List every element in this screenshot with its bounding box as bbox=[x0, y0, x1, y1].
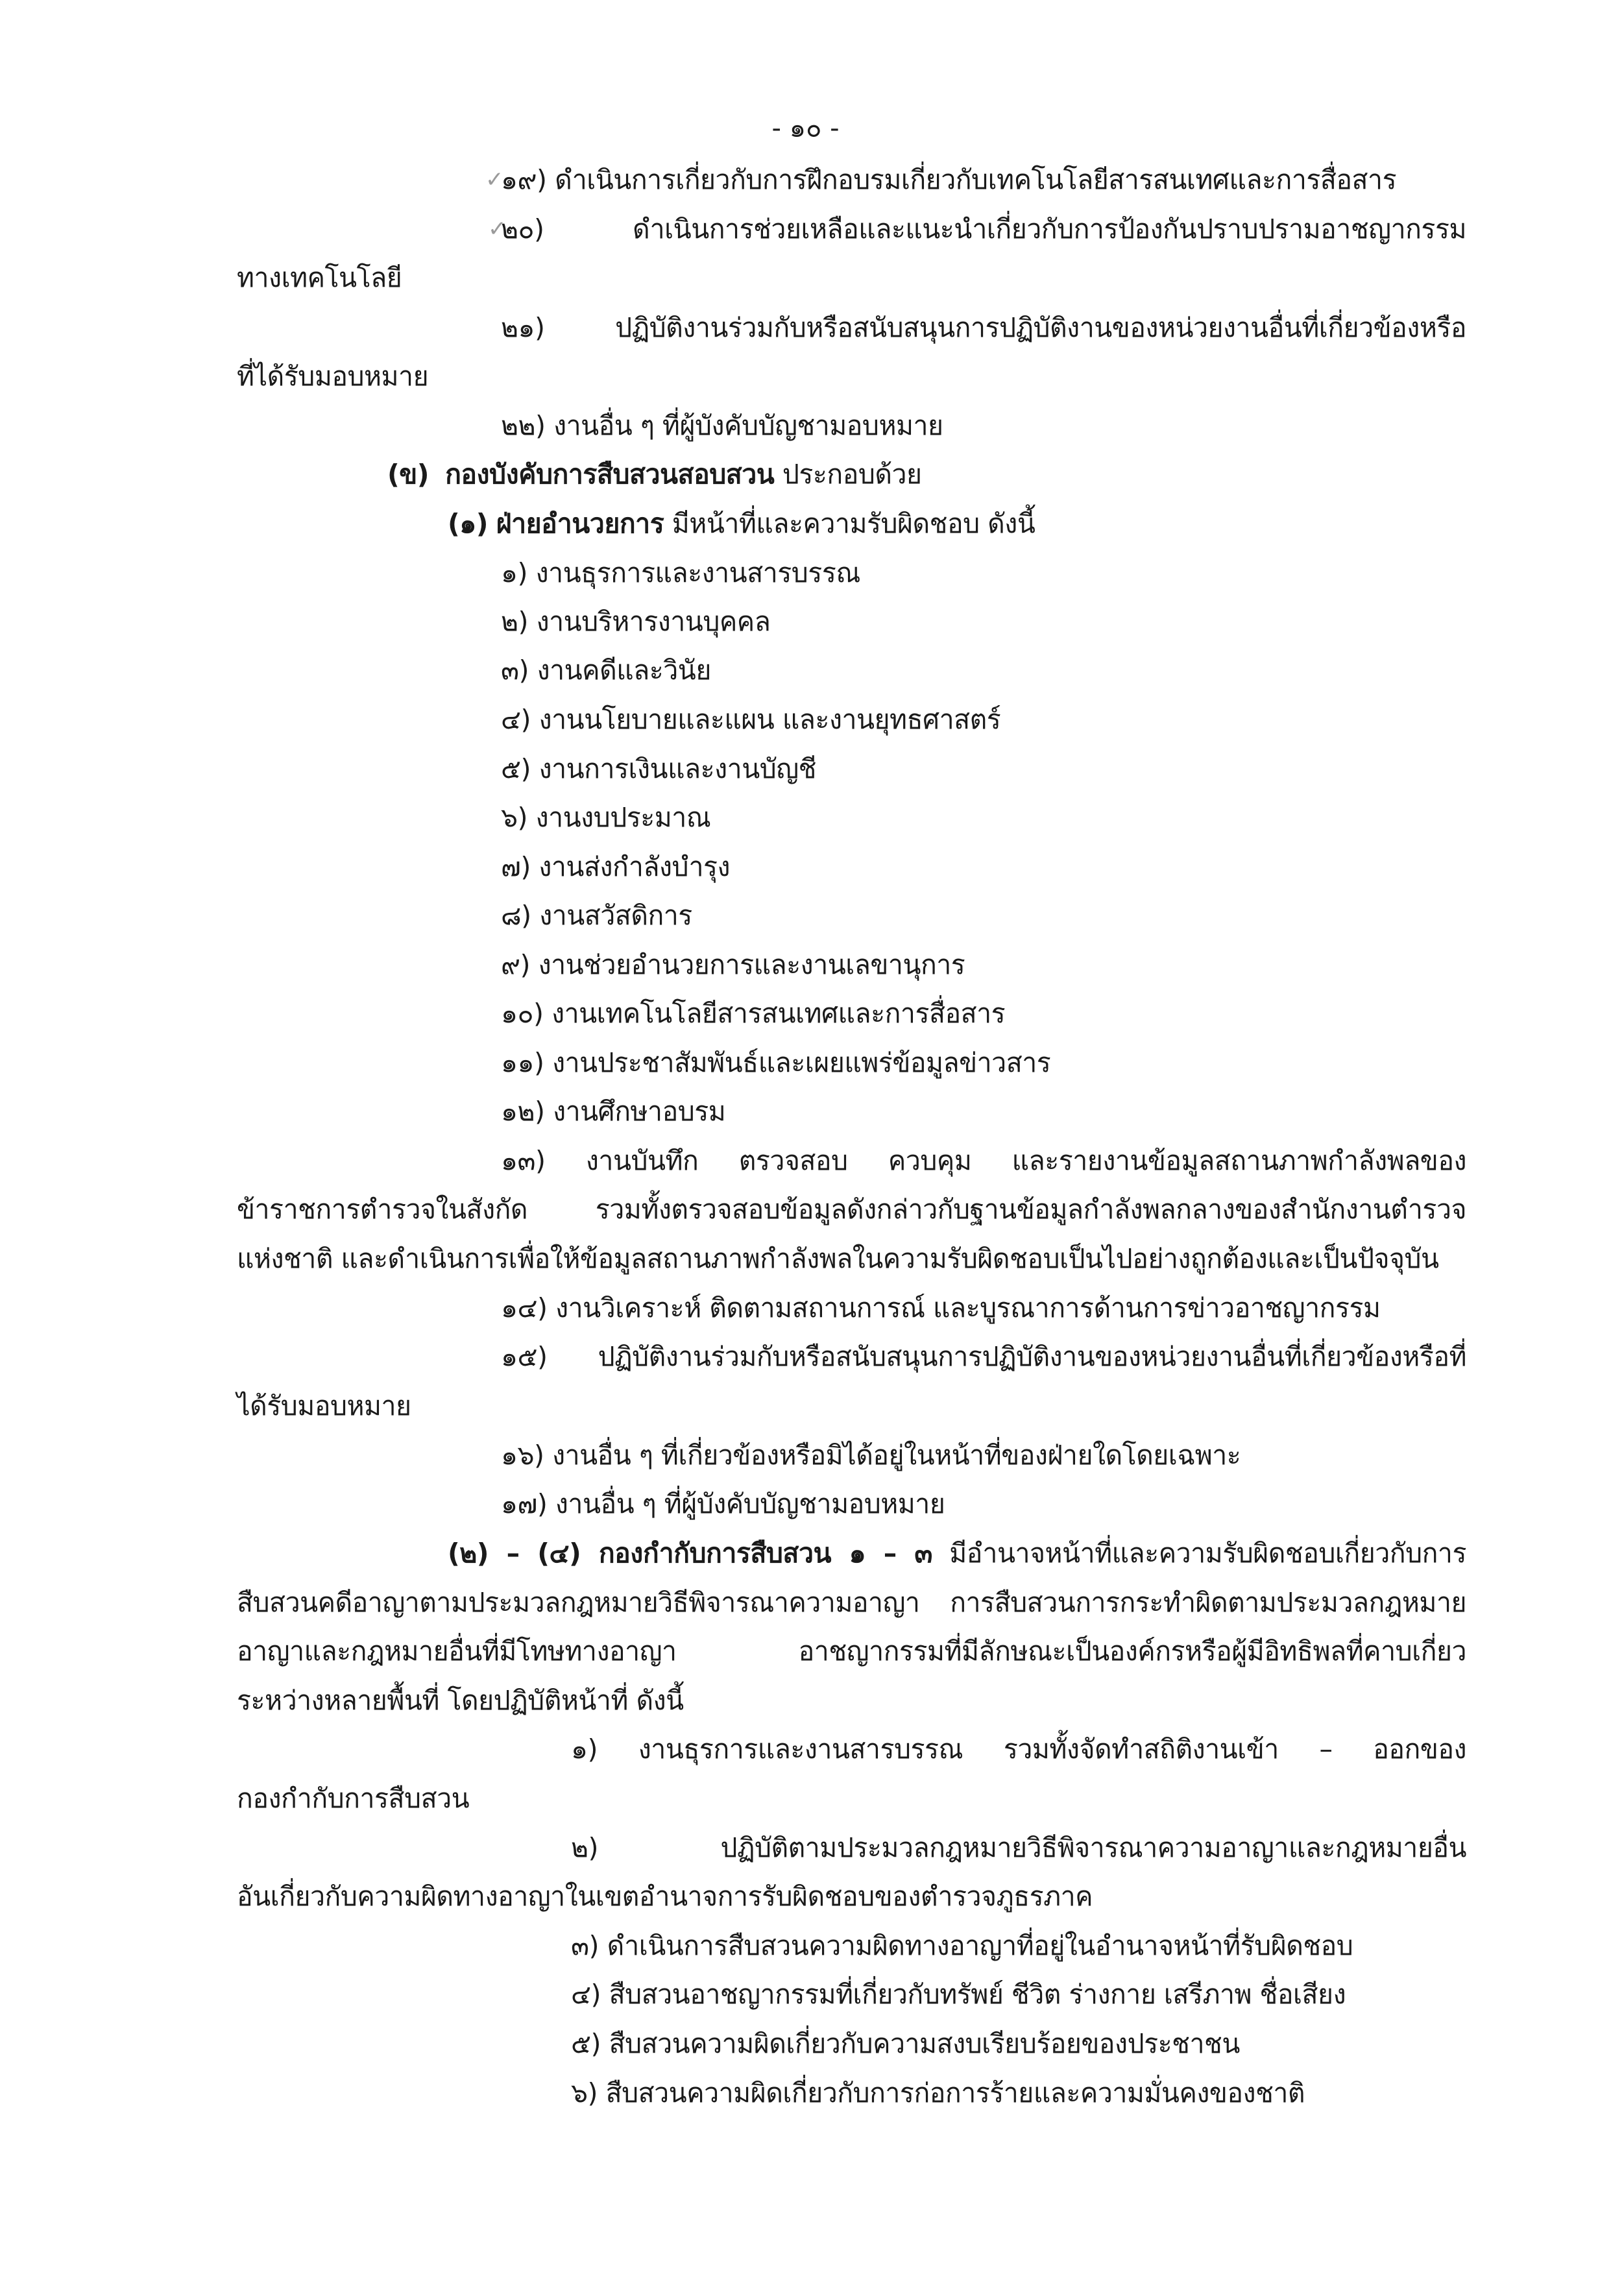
item-number: ๘) bbox=[501, 900, 531, 931]
list-item bbox=[501, 994, 1611, 1033]
item-text: สืบสวนความผิดเกี่ยวกับความสงบเรียบร้อยของประชาชน bbox=[609, 2028, 1240, 2059]
item-number: ๑๔) bbox=[501, 1292, 548, 1323]
list-item bbox=[501, 945, 1611, 984]
item-number: ๑๗) bbox=[501, 1488, 548, 1519]
item-number: ๑๖) bbox=[501, 1440, 544, 1471]
item-number: ๙) bbox=[501, 949, 531, 980]
list-item bbox=[571, 1828, 1466, 1867]
item-number: ๑) bbox=[501, 557, 528, 588]
list-item-continuation: อันเกี่ยวกับความผิดทางอาญาในเขตอำนาจการรับผิดชอบของตำรวจภูธรภาค bbox=[237, 1881, 1093, 1912]
item-text: ปฏิบัติงานร่วมกับหรือสนับสนุนการปฏิบัติงานของหน่วยงานอื่นที่เกี่ยวข้องหรือ bbox=[615, 312, 1466, 343]
item-number: ๑๙) bbox=[501, 164, 547, 195]
item-text: งานบันทึก ตรวจสอบ ควบคุม และรายงานข้อมูลสถานภาพกำลังพลของ bbox=[585, 1145, 1466, 1176]
section-suffix: ประกอบด้วย bbox=[782, 459, 922, 490]
section-title: กองบังคับการสืบสวนสอบสวน bbox=[445, 459, 775, 490]
page-number: - ๑๐ - bbox=[771, 114, 840, 143]
item-text: งานนโยบายและแผน และงานยุทธศาสตร์ bbox=[539, 704, 1001, 735]
list-item bbox=[501, 749, 1611, 788]
paragraph-line: อาญาและกฎหมายอื่นที่มีโทษทางอาญา อาชญากรรมที่มีลักษณะเป็นองค์กรหรือผู้มีอิทธิพลที่คาบเกี่ยว bbox=[237, 1636, 1466, 1667]
subsection-title: (๒) – (๔) กองกำกับการสืบสวน ๑ – ๓ bbox=[448, 1538, 932, 1569]
item-text: ดำเนินการสืบสวนความผิดทางอาญาที่อยู่ในอำนาจหน้าที่รับผิดชอบ bbox=[607, 1930, 1353, 1961]
list-item bbox=[501, 602, 1611, 641]
check-mark-icon: ✓ bbox=[485, 167, 504, 193]
list-item-continuation: ที่ได้รับมอบหมาย bbox=[237, 361, 429, 392]
list-item bbox=[501, 1043, 1611, 1082]
list-item bbox=[571, 2073, 1611, 2112]
item-text: ปฏิบัติตามประมวลกฎหมายวิธีพิจารณาความอาญาและกฎหมายอื่น bbox=[720, 1832, 1466, 1863]
item-number: ๒) bbox=[501, 606, 529, 637]
list-item bbox=[501, 1092, 1611, 1131]
item-text: งานงบประมาณ bbox=[535, 802, 711, 833]
list-item-continuation: กองกำกับการสืบสวน bbox=[237, 1783, 470, 1814]
subsection-heading bbox=[448, 1534, 1466, 1573]
item-text: งานคดีและวินัย bbox=[537, 655, 711, 686]
item-number: ๒๑) bbox=[501, 312, 545, 343]
paragraph-line: ระหว่างหลายพื้นที่ โดยปฏิบัติหน้าที่ ดังนี้ bbox=[237, 1685, 684, 1716]
item-text: งานการเงินและงานบัญชี bbox=[539, 753, 817, 784]
list-item bbox=[501, 847, 1611, 886]
list-item bbox=[501, 406, 1611, 445]
item-text: งานธุรการและงานสารบรรณ รวมทั้งจัดทำสถิติงานเข้า – ออกของ bbox=[638, 1734, 1466, 1765]
subsection-suffix: มีหน้าที่และความรับผิดชอบ ดังนี้ bbox=[672, 508, 1036, 539]
item-number: ๒๒) bbox=[501, 410, 546, 441]
item-text: งานศึกษาอบรม bbox=[553, 1096, 726, 1127]
item-text: สืบสวนอาชญากรรมที่เกี่ยวกับทรัพย์ ชีวิต ร่างกาย เสรีภาพ ชื่อเสียง bbox=[609, 1979, 1346, 2010]
check-mark-icon: ✓ bbox=[488, 216, 507, 242]
list-item bbox=[501, 553, 1611, 592]
list-item-continuation: ได้รับมอบหมาย bbox=[237, 1390, 411, 1421]
item-number: ๓) bbox=[501, 655, 529, 686]
section-label: (ข) bbox=[387, 459, 430, 490]
section-heading bbox=[387, 455, 1611, 494]
item-text: งานวิเคราะห์ ติดตามสถานการณ์ และบูรณาการด้านการข่าวอาชญากรรม bbox=[555, 1292, 1381, 1323]
item-number: ๑๒) bbox=[501, 1096, 545, 1127]
item-number: ๑) bbox=[571, 1734, 598, 1765]
item-number: ๑๐) bbox=[501, 998, 544, 1029]
item-number: ๑๓) bbox=[501, 1145, 546, 1176]
item-number: ๑๕) bbox=[501, 1341, 548, 1372]
item-text: งานอื่น ๆ ที่เกี่ยวข้องหรือมิได้อยู่ในหน้าที่ของฝ่ายใดโดยเฉพาะ bbox=[552, 1440, 1241, 1471]
item-number: ๖) bbox=[571, 2077, 598, 2109]
item-text: งานอื่น ๆ ที่ผู้บังคับบัญชามอบหมาย bbox=[555, 1488, 945, 1519]
item-number: ๒) bbox=[571, 1832, 599, 1863]
paragraph-line: สืบสวนคดีอาญาตามประมวลกฎหมายวิธีพิจารณาความอาญา การสืบสวนการกระทำผิดตามประมวลกฎหมาย bbox=[237, 1587, 1466, 1618]
item-text: ปฏิบัติงานร่วมกับหรือสนับสนุนการปฏิบัติงานของหน่วยงานอื่นที่เกี่ยวข้องหรือที่ bbox=[598, 1341, 1466, 1372]
list-item bbox=[501, 160, 1611, 199]
subsection-heading bbox=[448, 504, 1611, 543]
list-item bbox=[571, 1926, 1611, 1965]
item-number: ๒๐) bbox=[501, 213, 544, 245]
item-text: งานอื่น ๆ ที่ผู้บังคับบัญชามอบหมาย bbox=[553, 410, 943, 441]
item-text: ดำเนินการเกี่ยวกับการฝึกอบรมเกี่ยวกับเทคโนโลยีสารสนเทศและการสื่อสาร bbox=[555, 164, 1397, 195]
list-item bbox=[501, 896, 1611, 935]
list-item bbox=[571, 1975, 1611, 2014]
list-item bbox=[501, 210, 1466, 248]
item-text: งานสวัสดิการ bbox=[539, 900, 692, 931]
item-text: สืบสวนความผิดเกี่ยวกับการก่อการร้ายและความมั่นคงของชาติ bbox=[605, 2077, 1305, 2109]
list-item bbox=[501, 798, 1611, 837]
list-item bbox=[501, 1337, 1466, 1376]
list-item bbox=[501, 1141, 1466, 1180]
list-item bbox=[501, 651, 1611, 690]
list-item-continuation: ทางเทคโนโลยี bbox=[237, 262, 402, 293]
item-text: ดำเนินการช่วยเหลือและแนะนำเกี่ยวกับการป้องกันปราบปรามอาชญากรรม bbox=[633, 213, 1466, 245]
item-number: ๑๑) bbox=[501, 1047, 544, 1078]
item-text: งานเทคโนโลยีสารสนเทศและการสื่อสาร bbox=[551, 998, 1006, 1029]
list-item bbox=[501, 308, 1466, 347]
list-item bbox=[501, 1484, 1611, 1523]
item-text: งานบริหารงานบุคคล bbox=[536, 606, 771, 637]
item-number: ๓) bbox=[571, 1930, 600, 1961]
item-text: งานช่วยอำนวยการและงานเลขานุการ bbox=[538, 949, 965, 980]
item-text: งานส่งกำลังบำรุง bbox=[539, 851, 731, 882]
list-item-continuation: แห่งชาติ และดำเนินการเพื่อให้ข้อมูลสถานภาพกำลังพลในความรับผิดชอบเป็นไปอย่างถูกต้องและเป็นปัจจุบัน bbox=[237, 1243, 1439, 1274]
list-item bbox=[501, 700, 1611, 739]
list-item bbox=[571, 2024, 1611, 2063]
item-text: งานประชาสัมพันธ์และเผยแพร่ข้อมูลข่าวสาร bbox=[552, 1047, 1051, 1078]
item-number: ๕) bbox=[571, 2028, 601, 2059]
item-number: ๖) bbox=[501, 802, 528, 833]
item-number: ๔) bbox=[501, 704, 531, 735]
subsection-label: (๑) bbox=[448, 508, 489, 539]
list-item-continuation: ข้าราชการตำรวจในสังกัด รวมทั้งตรวจสอบข้อมูลดังกล่าวกับฐานข้อมูลกำลังพลกลางของสำนักงานตำรวจ bbox=[237, 1194, 1466, 1225]
subsection-title: ฝ่ายอำนวยการ bbox=[496, 508, 664, 539]
item-number: ๕) bbox=[501, 753, 531, 784]
list-item bbox=[501, 1436, 1611, 1475]
list-item bbox=[571, 1730, 1466, 1769]
item-number: ๗) bbox=[501, 851, 531, 882]
item-text: งานธุรการและงานสารบรรณ bbox=[535, 557, 860, 588]
subsection-text: มีอำนาจหน้าที่และความรับผิดชอบเกี่ยวกับการ bbox=[949, 1538, 1466, 1569]
item-number: ๔) bbox=[571, 1979, 601, 2010]
list-item bbox=[501, 1288, 1611, 1327]
